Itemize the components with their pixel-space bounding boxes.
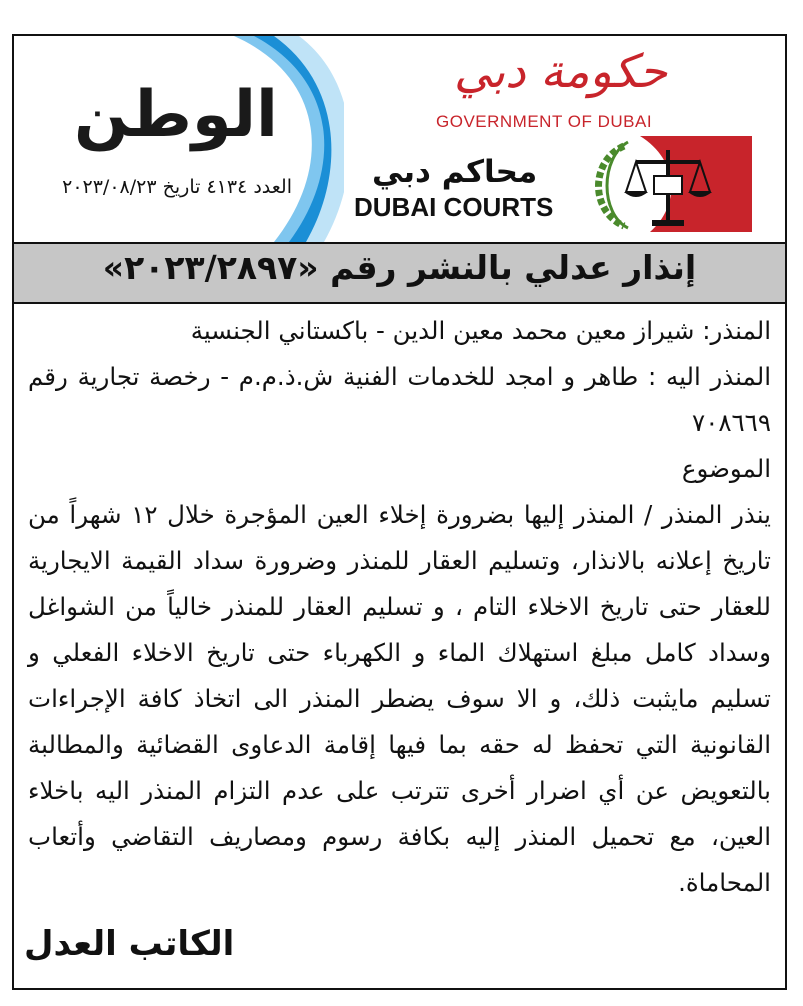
notice-line: الموضوع xyxy=(681,454,771,483)
notary-signature: الكاتب العدل xyxy=(24,924,235,964)
courts-arabic-name: محاكم دبي xyxy=(372,154,538,190)
notice-body xyxy=(28,308,771,906)
notice-line: المنذر: شيراز معين محمد معين الدين - باكستاني الجنسية xyxy=(190,316,771,345)
notice-line: المنذر اليه : طاهر و امجد للخدمات الفنية ش.ذ.م.م - رخصة تجارية رقم ٧٠٨٦٦٩ xyxy=(28,362,771,437)
courts-english-name: DUBAI COURTS xyxy=(354,192,554,222)
header xyxy=(14,36,785,242)
notice-title-band xyxy=(14,242,785,304)
notice-paragraph: ينذر المنذر / المنذر إليها بضرورة إخلاء العين المؤجرة خلال ١٢ شهراً من تاريخ إعلانه بالانذار، وتسليم العقار للمنذر وضرورة سداد القيمة الايجارية للعقار حتى تاريخ الاخلاء التام ، و تسليم العقار للمنذر خالياً من الشواغل وسداد كامل مبلغ استهلاك الماء و الكهرباء حتى تاريخ الاخلاء الفعلي و تسليم مايثبت ذلك، و الا سوف يضطر المنذر الى اتخاذ كافة الإجراءات القانونية التي تحفظ له حقه بما فيها إقامة الدعاوى القضائية والمطالبة بالتعويض عن أي اضرار أخرى تترتب على عدم التزام المنذر اليه باخلاء العين، مع تحميل المنذر إليه بكافة رسوم ومصاريف التقاضي وأتعاب المحاماة. xyxy=(28,500,771,897)
government-arabic-logo: حكومة دبي xyxy=(454,44,668,98)
issue-line: العدد ٤١٣٤ تاريخ ٢٠٢٣/٠٨/٢٣ xyxy=(62,176,292,198)
notice-frame xyxy=(12,34,787,990)
government-english-logo: GOVERNMENT OF DUBAI xyxy=(436,112,653,131)
scales-of-justice-icon xyxy=(580,136,752,232)
notice-title: إنذار عدلي بالنشر رقم «٢٠٢٣/٢٨٩٧» xyxy=(102,248,697,287)
newspaper-name: الوطن xyxy=(74,78,278,152)
